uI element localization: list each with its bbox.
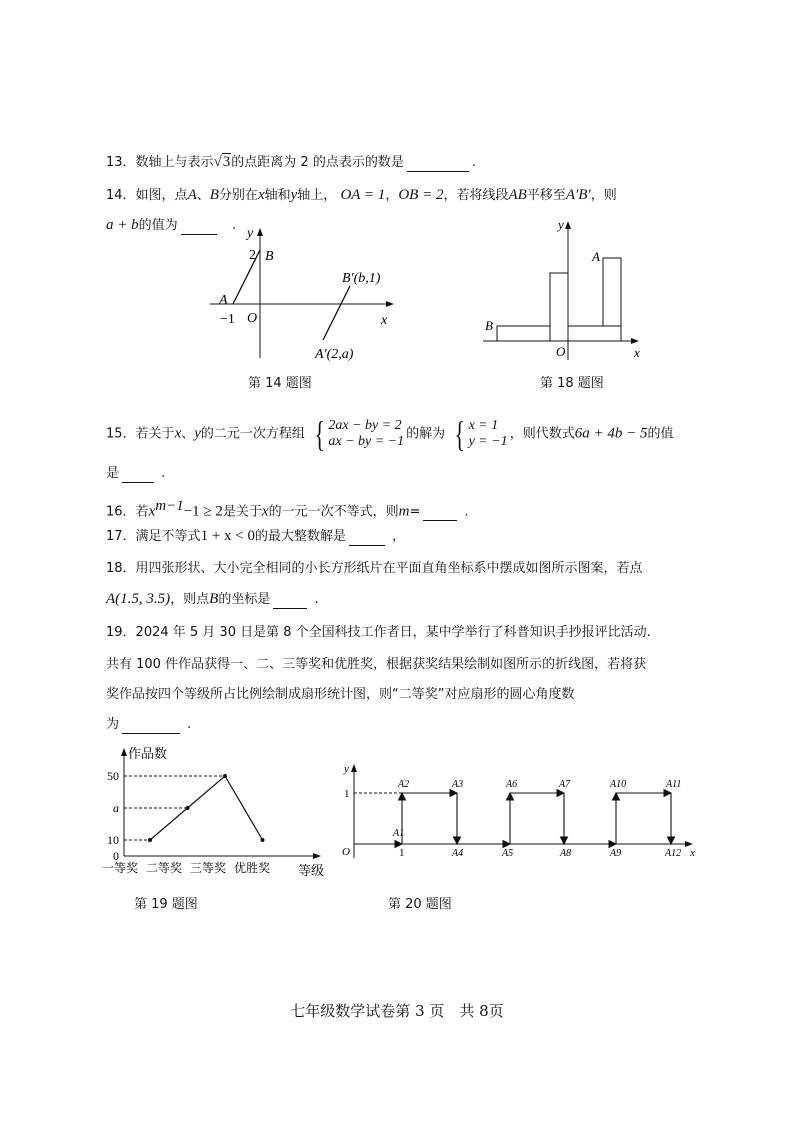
q18-answer-blank[interactable] [273,594,307,609]
point-label-a9: A9 [610,848,622,859]
x-axis-label: x [634,345,640,360]
point-b-label: B [485,318,493,333]
point-label-a12: A12 [665,848,682,859]
point-a-label: A [219,293,228,308]
x-axis-label: x [381,313,388,328]
question-14-line2: a + b的值为 . [106,217,237,233]
point-label-a4: A4 [452,848,464,859]
y-axis-title: 作品数 [128,746,168,761]
point-label-a11: A11 [666,779,682,790]
y-axis-label: y [558,217,564,232]
x-category-label: 一等奖 [102,861,139,875]
rect-1 [497,326,550,341]
point-label-a3: A3 [452,779,464,790]
caption-20: 第 20 题图 [388,897,452,912]
q19-answer-blank[interactable] [122,719,180,734]
caption-14: 第 14 题图 [248,376,312,391]
point-label-a1: A1 [393,828,405,839]
rect-2 [550,273,568,341]
tick-1-y: 1 [344,788,350,800]
origin-label: O [556,344,566,359]
figure-14 [205,222,405,367]
q17-answer-blank[interactable] [349,531,385,546]
question-16: 16．若$x^{m-1}-1 \ge 2$是关于x的一元一次不等式，则m= . [106,498,469,520]
y-tick-label: 50 [107,769,119,783]
q15-answer-blank[interactable] [122,468,154,483]
data-point-2 [186,806,190,810]
figure-19-chart [100,742,340,880]
y-tick-label: 0 [113,849,119,863]
y-axis-label: y [344,763,349,775]
x-axis-title: 等级 [298,863,325,878]
question-18-line2: A(1.5, 3.5)，则点B的坐标是 . [106,591,319,607]
x-axis-label: x [690,847,695,859]
equation-system: { 2ax − by = 2 ax − by = −1 [314,414,405,454]
q13-number: 13． [106,155,136,170]
rect-4 [603,258,621,326]
data-point-4 [261,838,265,842]
point-label-a7: A7 [559,779,571,790]
point-aprime-label: A′(2,a) [315,347,354,362]
origin-label: O [247,311,258,326]
figure-18 [478,215,648,365]
figure-20 [340,758,700,868]
point-label-a2: A2 [398,779,410,790]
point-a-label: A [592,249,600,264]
origin-label: O [342,846,350,858]
point-b-label: B [265,249,274,264]
caption-18: 第 18 题图 [540,376,604,391]
tick-1-x: 1 [399,847,405,859]
sqrt-3: √3 [213,154,231,170]
question-19-line2: 共有 100 件作品获得一、二、三等奖和优胜奖，根据获奖结果绘制如图所示的折线图，若将获 [106,657,647,672]
point-label-a6: A6 [506,779,518,790]
question-13: 13．数轴上与表示√3的点距离为 2 的点表示的数是 . [106,154,476,170]
x-category-label: 二等奖 [146,861,183,875]
point-label-a5: A5 [502,848,514,859]
point-label-a10: A10 [610,779,627,790]
x-category-label: 三等奖 [190,861,227,875]
question-19-line3: 奖作品按四个等级所占比例绘制成扇形统计图，则“二等奖”对应扇形的圆心角度数 [106,687,575,702]
question-19-line4: 为 . [106,717,192,732]
q13-text-2: 的点距离为 2 的点表示的数是 [231,155,404,170]
question-15: 15．若关于x、y的二元一次方程组 { 2ax − by = 2 ax − by = −1 的解为 { x = 1 y = −1 ，则代数式6a + 4b − 5的值 [106,414,674,454]
x-category-label: 优胜奖 [234,861,271,875]
tick-2: 2 [249,248,256,263]
data-point-1 [148,838,152,842]
question-15-line2: 是 . [106,466,166,481]
oa-equation: OA = 1 [340,187,386,203]
question-19: 19．2024 年 5 月 30 日是第 8 个全国科技工作者日，某中学举行了科普知识手抄报评比活动. [106,625,651,640]
point-label-a8: A8 [560,848,572,859]
q13-text-1: 数轴上与表示 [135,155,214,170]
tick-minus1: −1 [220,312,235,327]
q16-answer-blank[interactable] [423,506,457,521]
ob-equation: OB = 2 [398,187,444,203]
question-14: 14．如图，点A、B分别在x轴和y轴上， OA = 1，OB = 2，若将线段AB平移至A′B′，则 [106,187,617,203]
y-axis-label: y [247,226,254,241]
data-point-3 [223,774,227,778]
question-18: 18．用四张形状、大小完全相同的小长方形纸片在平面直角坐标系中摆成如图所示图案，若点 [106,561,643,576]
segment-apbp [323,286,350,340]
point-bprime-label: B′(b,1) [342,271,381,286]
rect-3 [568,326,621,341]
question-17: 17．满足不等式1 + x < 0的最大整数解是 ， [106,528,406,544]
page-footer: 七年级数学试卷第 3 页 共 8页 [290,1002,504,1020]
solution-system: { x = 1 y = −1 [454,414,508,454]
y-tick-label: 10 [107,833,119,847]
y-tick-label: a [113,801,119,815]
q13-answer-blank[interactable] [407,157,469,172]
caption-19: 第 19 题图 [134,897,198,912]
